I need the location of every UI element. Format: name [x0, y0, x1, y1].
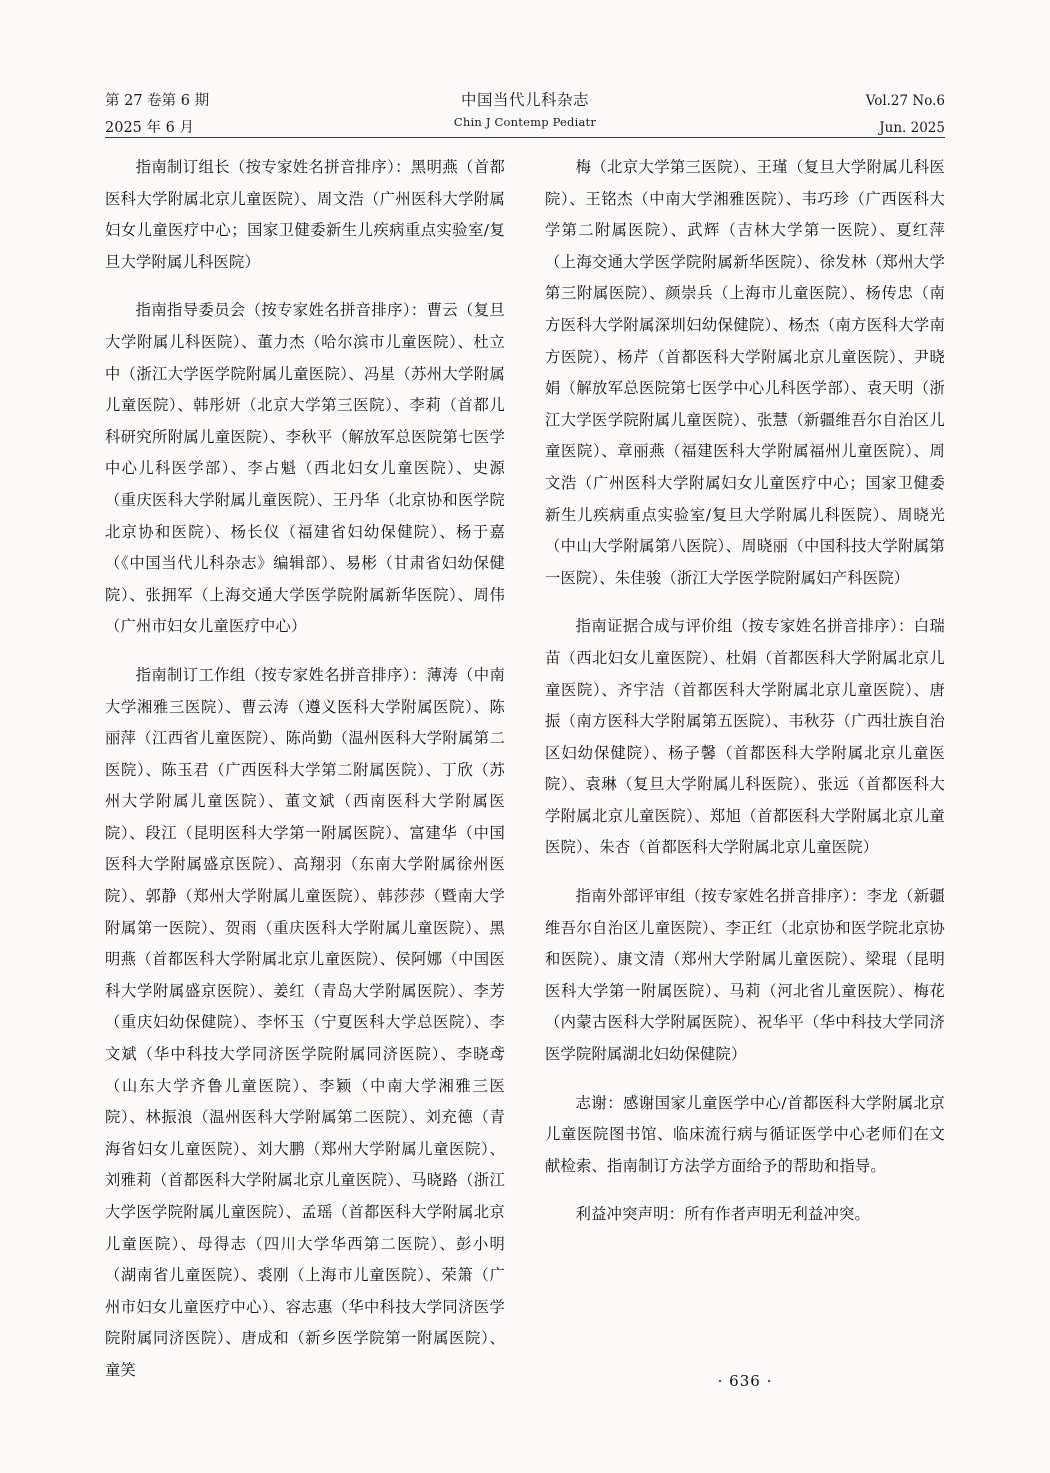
paragraph: 指南证据合成与评价组（按专家姓名拼音排序）：白瑞苗（西北妇女儿童医院）、杜娟（首都医科大学附属北京儿童医院）、齐宇洁（首都医科大学附属北京儿童医院）、唐振（南方医科大学附属第五医院）、韦秋芬（广西壮族自治区妇幼保健院）、杨子馨（首都医科大学附属北京儿童医院）、袁琳（复旦大学附属儿科医院）、张远（首都医科大学附属北京儿童医院）、郑旭（首都医科大学附属北京儿童医院）、朱杏（首都医科大学附属北京儿童医院）	[545, 617, 945, 857]
volume-issue-cn: 第 27 卷第 6 期	[105, 93, 210, 109]
paragraph: 志谢：感谢国家儿童医学中心/首都医科大学附属北京儿童医院图书馆、临床流行病与循证医学中心老师们在文献检索、指南制订方法学方面给予的帮助和指导。	[545, 1093, 945, 1175]
date-en: Jun. 2025	[879, 120, 945, 136]
paragraph: 指南制订工作组（按专家姓名拼音排序）：薄涛（中南大学湘雅三医院）、曹云涛（遵义医科大学附属医院）、陈丽萍（江西省儿童医院）、陈尚勤（温州医科大学附属第二医院）、陈玉君（广西医科大学第二附属医院）、丁欣（苏州大学附属儿童医院）、董文斌（西南医科大学附属医院）、段江（昆明医科大学第一附属医院）、富建华（中国医科大学附属盛京医院）、高翔羽（东南大学附属徐州医院）、郭静（郑州大学附属儿童医院）、韩莎莎（暨南大学附属第一医院）、贺雨（重庆医科大学附属儿童医院）、黑明燕（首都医科大学附属北京儿童医院）、侯阿娜（中国医科大学附属盛京医院）、姜红（青岛大学附属医院）、李芳（重庆妇幼保健院）、李怀玉（宁夏医科大学总医院）、李文斌（华中科技大学同济医学院附属同济医院）、李晓鸢（山东大学齐鲁儿童医院）、李颖（中南大学湘雅三医院）、林振浪（温州医科大学附属第二医院）、刘充德（青海省妇女儿童医院）、刘大鹏（郑州大学附属儿童医院）、刘雅莉（首都医科大学附属北京儿童医院）、马晓路（浙江大学医学院附属儿童医院）、孟瑶（首都医科大学附属北京儿童医院）、母得志（四川大学华西第二医院）、彭小明（湖南省儿童医院）、裘刚（上海市儿童医院）、荣箫（广州市妇女儿童医疗中心）、容志惠（华中科技大学同济医学院附属同济医院）、唐成和（新乡医学院第一附属医院）、童笑	[105, 665, 505, 1379]
journal-title-en: Chin J Contemp Pediatr	[453, 115, 597, 129]
running-head	[105, 88, 945, 142]
running-head-left	[105, 88, 209, 142]
running-head-center	[454, 88, 596, 132]
page-number: · 636 ·	[717, 1372, 773, 1390]
paragraph: 指南外部评审组（按专家姓名拼音排序）：李龙（新疆维吾尔自治区儿童医院）、李正红（北京协和医学院北京协和医院）、康文清（郑州大学附属儿童医院）、梁琨（昆明医科大学第一附属医院）、马莉（河北省儿童医院）、梅花（内蒙古医科大学附属医院）、祝华平（华中科技大学同济医学院附属湖北妇幼保健院）	[545, 887, 945, 1064]
paragraph: 梅（北京大学第三医院）、王瑾（复旦大学附属儿科医院）、王铭杰（中南大学湘雅医院）、韦巧珍（广西医科大学第二附属医院）、武辉（吉林大学第一医院）、夏红萍（上海交通大学医学院附属新华医院）、徐发林（郑州大学第三附属医院）、颜崇兵（上海市儿童医院）、杨传忠（南方医科大学附属深圳妇幼保健院）、杨杰（南方医科大学南方医院）、杨芹（首都医科大学附属北京儿童医院）、尹晓娟（解放军总医院第七医学中心儿科医学部）、袁天明（浙江大学医学院附属儿童医院）、张慧（新疆维吾尔自治区儿童医院）、章丽燕（福建医科大学附属福州儿童医院）、周文浩（广州医科大学附属妇女儿童医疗中心；国家卫健委新生儿疾病重点实验室/复旦大学附属儿科医院）、周晓光（中山大学附属第八医院）、周晓丽（中国科技大学附属第一医院）、朱佳骏（浙江大学医学院附属妇产科医院）	[545, 158, 945, 587]
date-cn: 2025 年 6 月	[105, 120, 194, 136]
paragraph: 利益冲突声明：所有作者声明无利益冲突。	[575, 1205, 871, 1224]
paragraph: 指南指导委员会（按专家姓名拼音排序）：曹云（复旦大学附属儿科医院）、董力杰（哈尔滨市儿童医院）、杜立中（浙江大学医学院附属儿童医院）、冯星（苏州大学附属儿童医院）、韩彤妍（北京大学第三医院）、李莉（首都儿科研究所附属儿童医院）、李秋平（解放军总医院第七医学中心儿科医学部）、李占魁（西北妇女儿童医院）、史源（重庆医科大学附属儿童医院）、王丹华（北京协和医学院北京协和医院）、杨长仪（福建省妇幼保健院）、杨于嘉（《中国当代儿科杂志》编辑部）、易彬（甘肃省妇幼保健院）、张拥军（上海交通大学医学院附属新华医院）、周伟（广州市妇女儿童医疗中心）	[105, 301, 505, 636]
running-head-right	[866, 88, 945, 142]
volume-issue-en: Vol.27 No.6	[865, 93, 945, 109]
body-columns	[105, 152, 945, 1379]
paragraph: 指南制订组长（按专家姓名拼音排序）：黑明燕（首都医科大学附属北京儿童医院）、周文浩（广州医科大学附属妇女儿童医疗中心；国家卫健委新生儿疾病重点实验室/复旦大学附属儿科医院）	[105, 158, 505, 271]
column-left	[105, 152, 505, 1387]
column-right	[545, 152, 945, 1231]
header-divider	[105, 137, 945, 138]
journal-title-cn: 中国当代儿科杂志	[460, 91, 590, 109]
